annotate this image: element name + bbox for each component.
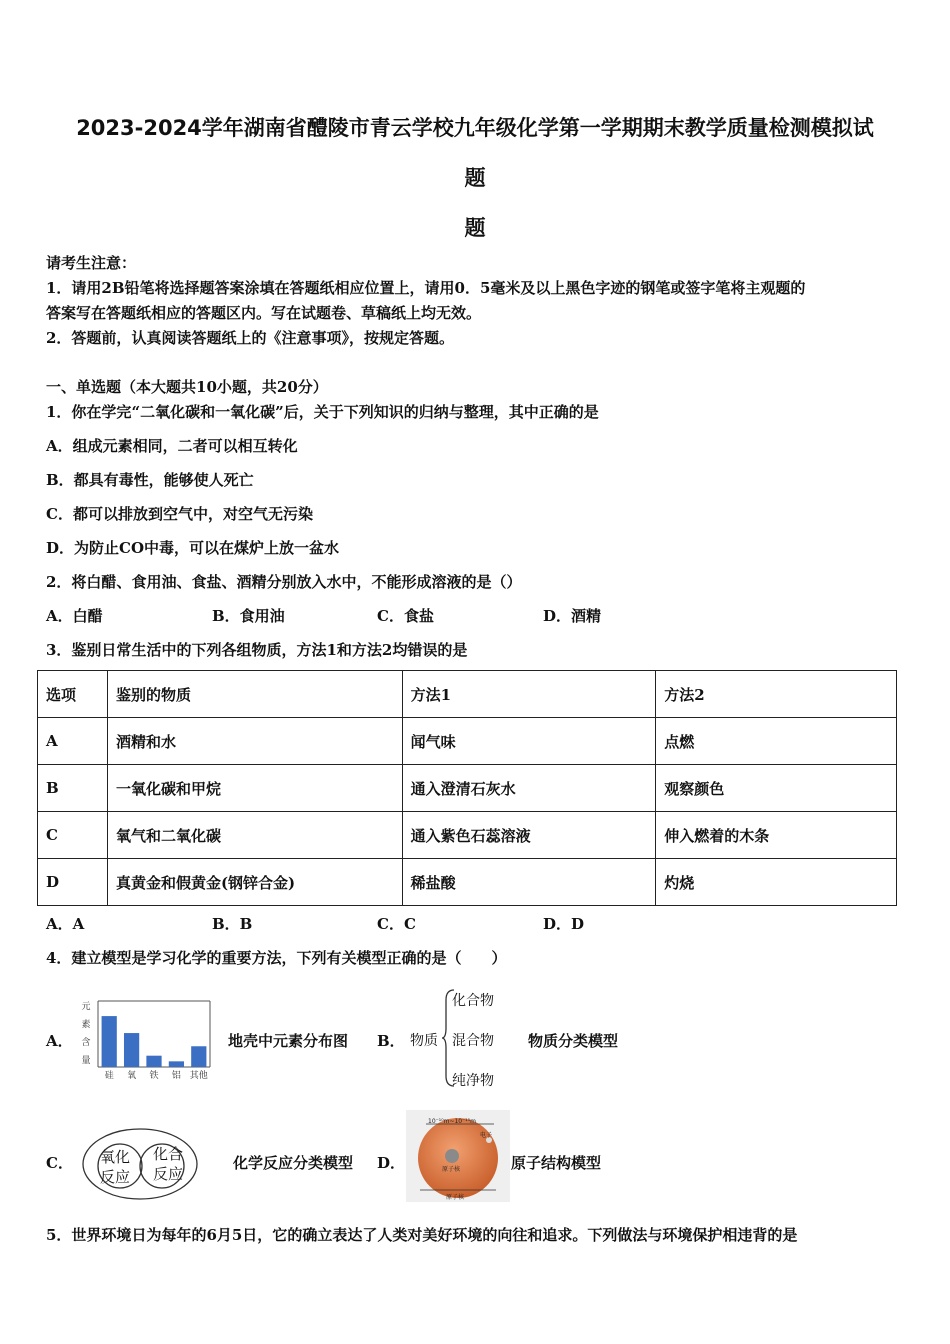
q3-table <box>37 670 897 906</box>
table-cell: 通入紫色石蕊溶液 <box>402 812 656 859</box>
q1-option-c: C．都可以排放到空气中，对空气无污染 <box>46 505 313 523</box>
q4-c-left-line1: 氧化 <box>100 1148 131 1166</box>
y-axis-label-char: 含 <box>81 1038 91 1048</box>
question-2-stem: 2．将白醋、食用油、食盐、酒精分别放入水中，不能形成溶液的是（） <box>46 573 522 591</box>
q2-option-c: C．食盐 <box>377 607 434 625</box>
x-tick-label: 铁 <box>149 1071 159 1081</box>
table-cell: 一氧化碳和甲烷 <box>107 765 402 812</box>
atom-model-image <box>406 1110 510 1202</box>
atom-electron-label: 电子 <box>480 1132 493 1139</box>
q4-bar-chart <box>76 995 218 1085</box>
exam-title-line1: 2023-2024学年湖南省醴陵市青云学校九年级化学第一学期期末教学质量检测模拟试 <box>76 116 874 140</box>
q3-option-d: D．D <box>543 915 585 933</box>
table-cell: 点燃 <box>656 718 897 765</box>
q4-c-right-label <box>153 1144 183 1184</box>
q3-option-b: B．B <box>212 915 253 933</box>
table-header-cell: 选项 <box>38 671 108 718</box>
table-cell: 稀盐酸 <box>402 859 656 906</box>
bar-其他 <box>191 1046 206 1067</box>
q3-option-c: C．C <box>377 915 416 933</box>
exam-title-line3: 题 <box>464 216 486 240</box>
q4-option-b-label: B． <box>377 1032 405 1050</box>
table-cell: A <box>38 718 108 765</box>
table-cell: 通入澄清石灰水 <box>402 765 656 812</box>
question-5-stem: 5．世界环境日为每年的6月5日，它的确立表达了人类对美好环境的向往和追求。下列做法与环境保护相违背的是 <box>46 1226 798 1244</box>
bar-铝 <box>169 1061 184 1067</box>
q4-b-root: 物质 <box>410 1033 438 1049</box>
q4-option-d-caption: 原子结构模型 <box>511 1154 602 1172</box>
table-row <box>38 859 897 906</box>
table-header-cell: 方法2 <box>656 671 897 718</box>
question-1-stem: 1．你在学完“二氧化碳和一氧化碳”后，关于下列知识的归纳与整理，其中正确的是 <box>46 403 599 421</box>
y-axis-label-char: 元 <box>81 1002 91 1012</box>
y-axis-label-char: 量 <box>81 1056 91 1066</box>
bar-硅 <box>102 1016 117 1067</box>
table-cell: D <box>38 859 108 906</box>
x-tick-label: 铝 <box>171 1071 181 1081</box>
table-cell: B <box>38 765 108 812</box>
bar-铁 <box>146 1056 161 1067</box>
q4-option-a-caption: 地壳中元素分布图 <box>228 1032 349 1050</box>
table-header-cell: 鉴别的物质 <box>107 671 402 718</box>
table-cell: 闻气味 <box>402 718 656 765</box>
x-tick-label: 其他 <box>189 1071 208 1081</box>
exam-title-line2: 题 <box>464 166 486 190</box>
q4-c-left-line2: 反应 <box>100 1168 131 1186</box>
x-tick-label: 硅 <box>104 1071 114 1081</box>
atom-nucleus-label: 原子核 <box>442 1166 461 1173</box>
table-cell: 灼烧 <box>656 859 897 906</box>
q4-b-branch-3: 纯净物 <box>452 1073 494 1089</box>
table-cell: 观察颜色 <box>656 765 897 812</box>
q4-b-branch-2: 混合物 <box>452 1033 494 1049</box>
q3-table-header <box>38 671 897 718</box>
table-header-cell: 方法1 <box>402 671 656 718</box>
q4-option-a-label: A． <box>46 1032 73 1050</box>
table-row <box>38 812 897 859</box>
q1-option-a: A．组成元素相同，二者可以相互转化 <box>46 437 298 455</box>
table-row <box>38 718 897 765</box>
table-cell: 伸入燃着的木条 <box>656 812 897 859</box>
notice-heading: 请考生注意： <box>46 254 137 272</box>
question-3-stem: 3．鉴别日常生活中的下列各组物质，方法1和方法2均错误的是 <box>46 641 468 659</box>
q4-c-left-label <box>100 1147 130 1187</box>
table-cell: 真黄金和假黄金(钢锌合金) <box>107 859 402 906</box>
q2-option-d: D．酒精 <box>543 607 602 625</box>
table-cell: 酒精和水 <box>107 718 402 765</box>
table-cell: 氧气和二氧化碳 <box>107 812 402 859</box>
atom-scale-bottom: 原子核 <box>446 1194 465 1201</box>
q2-option-a: A．白醋 <box>46 607 103 625</box>
x-tick-label: 氧 <box>127 1071 137 1081</box>
q4-option-c-label: C． <box>46 1154 73 1172</box>
notice-item1: 1．请用2B铅笔将选择题答案涂填在答题纸相应位置上，请用0．5毫米及以上黑色字迹的钢笔或签字笔将主观题的 <box>46 279 806 297</box>
atom-scale-top: 10⁻¹⁰m~10⁻¹⁵m <box>428 1118 476 1125</box>
q2-option-b: B．食用油 <box>212 607 285 625</box>
q1-option-d: D．为防止CO中毒，可以在煤炉上放一盆水 <box>46 539 340 557</box>
q4-c-right-line2: 反应 <box>153 1165 184 1183</box>
q4-option-b-caption: 物质分类模型 <box>528 1032 619 1050</box>
q4-option-d-label: D． <box>377 1154 406 1172</box>
notice-item1-cont: 答案写在答题纸相应的答题区内。写在试题卷、草稿纸上均无效。 <box>46 304 482 322</box>
q1-option-b: B．都具有毒性，能够使人死亡 <box>46 471 254 489</box>
q4-option-c-caption: 化学反应分类模型 <box>233 1154 354 1172</box>
table-row <box>38 765 897 812</box>
question-4-stem: 4．建立模型是学习化学的重要方法，下列有关模型正确的是（ ） <box>46 949 507 967</box>
bar-氧 <box>124 1033 139 1067</box>
y-axis-label-char: 素 <box>81 1020 91 1030</box>
section-heading: 一、单选题（本大题共10小题，共20分） <box>46 378 328 396</box>
notice-item2: 2．答题前，认真阅读答题纸上的《注意事项》，按规定答题。 <box>46 329 454 347</box>
table-cell: C <box>38 812 108 859</box>
q4-c-right-line1: 化合 <box>153 1145 184 1163</box>
q3-option-a: A．A <box>46 915 85 933</box>
q4-b-branch-1: 化合物 <box>452 993 494 1009</box>
